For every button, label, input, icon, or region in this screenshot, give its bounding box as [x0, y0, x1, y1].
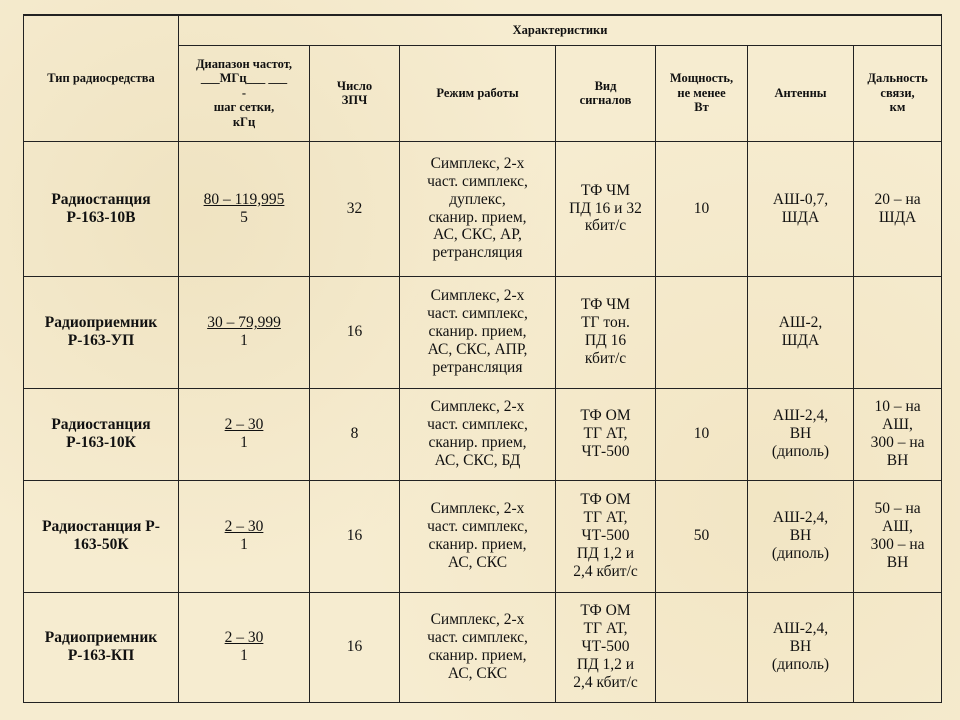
text-line: ВН	[789, 638, 812, 656]
text-line: кГц	[232, 114, 256, 129]
text-line: 300 – на	[870, 536, 925, 553]
text-line: АШ-2,4,	[772, 620, 829, 638]
text-line: АС, СКС, АР,	[433, 226, 522, 244]
text-line: АШ-0,7,	[772, 190, 829, 208]
cell-power: 10	[656, 141, 748, 276]
step-value: 1	[240, 332, 248, 349]
text-line: ТГ АТ,	[583, 509, 628, 527]
text-line: Вт	[694, 100, 709, 115]
text-line: 2,4 кбит/с	[573, 673, 638, 691]
text-line: част. симплекс,	[427, 305, 528, 323]
text-line: АС, СКС, БД	[434, 451, 521, 469]
text-line: Радиостанция Р-	[42, 518, 160, 536]
text-line: сигналов	[579, 93, 632, 107]
specs-table	[23, 14, 942, 703]
cell-zpch: 32	[310, 141, 400, 276]
table-row	[24, 141, 942, 276]
text-line: Диапазон частот,	[195, 57, 293, 72]
text-line: част. симплекс,	[427, 629, 528, 647]
cell-zpch: 16	[310, 592, 400, 702]
text-line: част. симплекс,	[427, 172, 528, 190]
text-line: сканир. прием,	[428, 536, 527, 553]
text-line: ТГ АТ,	[583, 620, 628, 638]
cell-antennas	[748, 388, 854, 480]
table-row	[24, 388, 942, 480]
header-power	[656, 45, 748, 141]
text-line: дуплекс,	[449, 190, 506, 208]
text-line: ШДА	[781, 208, 820, 226]
text-line: 10 – на	[874, 398, 921, 416]
range-value: 2 – 30	[224, 518, 264, 536]
text-line: ретрансляция	[432, 244, 523, 262]
cell-mode	[400, 141, 556, 276]
cell-power	[656, 276, 748, 388]
cell-mode	[400, 276, 556, 388]
cell-antennas	[748, 480, 854, 592]
text-line: 50 – на	[874, 500, 921, 518]
text-line: ЗПЧ	[341, 93, 368, 107]
text-line: км	[889, 100, 906, 115]
text-line: Симплекс, 2-х	[430, 287, 525, 305]
cell-type	[24, 480, 179, 592]
text-line: ретрансляция	[432, 358, 523, 376]
cell-signals	[556, 276, 656, 388]
text-line: ПД 1,2 и	[576, 655, 635, 673]
text-line: АШ,	[882, 518, 913, 536]
cell-distance	[854, 388, 942, 480]
cell-power	[656, 592, 748, 702]
cell-type	[24, 592, 179, 702]
cell-signals	[556, 592, 656, 702]
text-line: сканир. прием,	[428, 323, 527, 341]
text-line: ТФ ОМ	[580, 491, 631, 509]
text-line: Радиоприемник	[44, 314, 158, 332]
cell-signals	[556, 480, 656, 592]
cell-signals	[556, 141, 656, 276]
text-line: ТФ ЧМ	[580, 181, 631, 199]
cell-power: 10	[656, 388, 748, 480]
cell-range	[179, 480, 310, 592]
cell-type	[24, 141, 179, 276]
table-row	[24, 480, 942, 592]
text-line: ТФ ОМ	[580, 602, 631, 620]
step-value: 5	[240, 208, 248, 226]
cell-range	[179, 592, 310, 702]
text-line: сканир. прием,	[428, 434, 527, 451]
text-line: ЧТ-500	[581, 638, 630, 656]
cell-antennas	[748, 276, 854, 388]
text-line: связи,	[880, 85, 915, 100]
text-line: шаг сетки,	[213, 100, 275, 115]
text-line: Симплекс, 2-х	[430, 500, 525, 518]
cell-type	[24, 276, 179, 388]
text-line: сканир. прием,	[428, 208, 527, 226]
text-line: Р-163-10В	[66, 208, 136, 226]
text-line: АШ-2,4,	[772, 509, 829, 527]
text-line: ___МГц___ ___	[200, 71, 288, 86]
cell-zpch: 16	[310, 480, 400, 592]
cell-antennas	[748, 141, 854, 276]
cell-signals	[556, 388, 656, 480]
text-line: Симплекс, 2-х	[430, 611, 525, 629]
cell-zpch: 16	[310, 276, 400, 388]
text-line: (диполь)	[771, 544, 830, 562]
text-line: Симплекс, 2-х	[430, 155, 525, 173]
header-distance	[854, 45, 942, 141]
cell-distance	[854, 276, 942, 388]
table-row	[24, 592, 942, 702]
cell-distance	[854, 592, 942, 702]
text-line: ТГ тон.	[581, 314, 630, 332]
text-line: АС, СКС	[447, 553, 508, 571]
header-antennas: Антенны	[748, 45, 854, 141]
range-value: 2 – 30	[224, 629, 264, 647]
text-line: ТФ ЧМ	[580, 296, 631, 314]
text-line: част. симплекс,	[427, 518, 528, 536]
cell-mode	[400, 388, 556, 480]
step-value: 1	[240, 536, 248, 553]
text-line: (диполь)	[771, 442, 830, 460]
text-line: 20 – на	[874, 190, 921, 208]
text-line: ШДА	[878, 208, 917, 226]
header-zpch	[310, 45, 400, 141]
text-line: -	[241, 85, 247, 100]
text-line: ШДА	[781, 332, 820, 349]
cell-power: 50	[656, 480, 748, 592]
text-line: 163-50К	[73, 536, 129, 553]
step-value: 1	[240, 434, 248, 451]
text-line: АШ,	[882, 416, 913, 434]
specs-table-container	[23, 14, 941, 703]
text-line: Радиостанция	[51, 416, 151, 434]
text-line: ПД 1,2 и	[576, 544, 635, 562]
step-value: 1	[240, 647, 248, 664]
text-line: ТГ АТ,	[583, 425, 628, 443]
cell-range	[179, 276, 310, 388]
text-line: АШ-2,	[778, 314, 823, 332]
text-line: 300 – на	[870, 434, 925, 451]
cell-range	[179, 141, 310, 276]
text-line: ВН	[886, 451, 909, 469]
header-range	[179, 45, 310, 141]
text-line: ТФ ОМ	[580, 407, 631, 425]
cell-distance	[854, 480, 942, 592]
text-line: Дальность	[867, 71, 928, 86]
text-line: Р-163-КП	[67, 647, 135, 664]
text-line: АС, СКС	[447, 664, 508, 682]
range-value: 30 – 79,999	[207, 314, 281, 332]
text-line: ВН	[886, 553, 909, 571]
text-line: Радиостанция	[51, 190, 151, 208]
text-line: ВН	[789, 425, 812, 443]
table-row	[24, 276, 942, 388]
text-line: ПД 16	[584, 332, 627, 349]
cell-range	[179, 388, 310, 480]
text-line: АШ-2,4,	[772, 407, 829, 425]
cell-zpch: 8	[310, 388, 400, 480]
text-line: Р-163-УП	[67, 332, 135, 349]
cell-distance	[854, 141, 942, 276]
header-mode: Режим работы	[400, 45, 556, 141]
text-line: (диполь)	[771, 655, 830, 673]
text-line: част. симплекс,	[427, 416, 528, 434]
cell-mode	[400, 480, 556, 592]
text-line: ЧТ-500	[581, 527, 630, 545]
text-line: ПД 16 и 32	[569, 199, 642, 217]
text-line: кбит/с	[584, 217, 627, 235]
text-line: кбит/с	[584, 349, 627, 367]
text-line: 2,4 кбит/с	[573, 562, 638, 580]
text-line: АС, СКС, АПР,	[427, 340, 528, 358]
text-line: Р-163-10К	[66, 434, 136, 451]
header-type: Тип радиосредства	[24, 15, 179, 141]
text-line: Радиоприемник	[44, 629, 158, 647]
text-line: не менее	[677, 85, 726, 100]
text-line: сканир. прием,	[428, 647, 527, 664]
text-line: ЧТ-500	[581, 442, 630, 460]
text-line: Вид	[594, 78, 617, 93]
text-line: Мощность,	[669, 71, 734, 86]
range-value: 2 – 30	[224, 416, 264, 434]
text-line: ВН	[789, 527, 812, 545]
text-line: Число	[336, 78, 373, 93]
cell-mode	[400, 592, 556, 702]
range-value: 80 – 119,995	[203, 190, 285, 208]
cell-type	[24, 388, 179, 480]
header-signals	[556, 45, 656, 141]
text-line: Симплекс, 2-х	[430, 398, 525, 416]
cell-antennas	[748, 592, 854, 702]
header-characteristics: Характеристики	[179, 15, 942, 45]
